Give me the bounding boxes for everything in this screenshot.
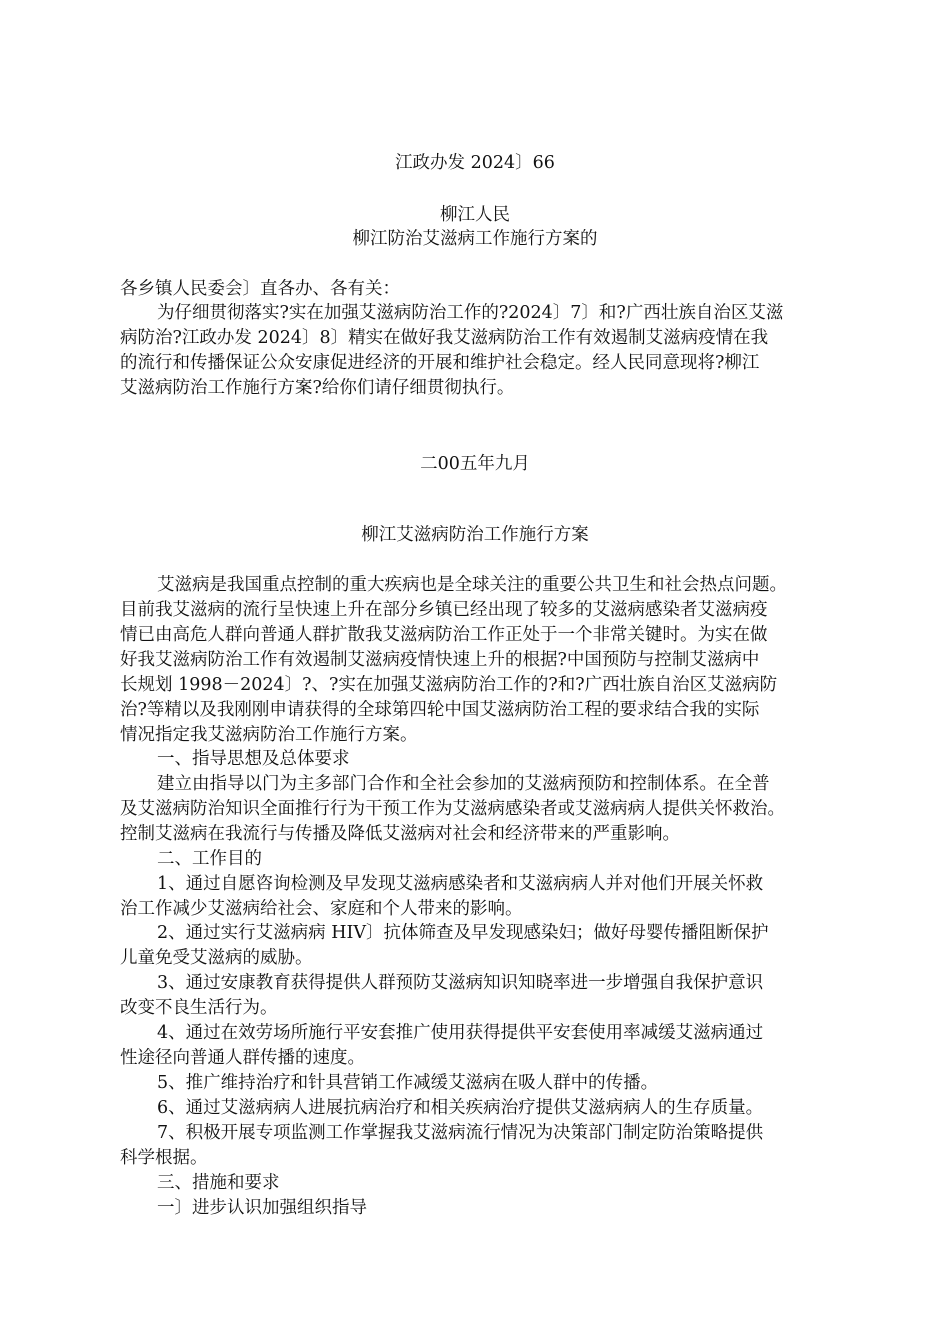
intro-line: 目前我艾滋病的流行呈快速上升在部分乡镇已经出现了较多的艾滋病感染者艾滋病疫 (120, 600, 768, 620)
intro-line: 好我艾滋病防治工作有效遏制艾滋病疫情快速上升的根据?中国预防与控制艾滋病中 (120, 650, 760, 670)
notice-body-line: 为仔细贯彻落实?实在加强艾滋病防治工作的?2024〕7〕和?广西壮族自治区艾滋 (157, 303, 784, 323)
section2-heading: 二、工作目的 (157, 849, 262, 869)
intro-line: 治?等精以及我刚刚申请获得的全球第四轮中国艾滋病防治工程的要求结合我的实际 (120, 700, 760, 720)
doc-number: 江政办发 2024〕66 (395, 153, 555, 173)
section2-line: 2、通过实行艾滋病病 HIV〕抗体筛查及早发现感染妇；做好母婴传播阻断保护 (157, 923, 769, 943)
intro-line: 长规划 1998－2024〕?、?实在加强艾滋病防治工作的?和?广西壮族自治区艾滋病防 (120, 675, 778, 695)
plan-title: 柳江艾滋病防治工作施行方案 (361, 525, 589, 545)
section2-line: 治工作减少艾滋病给社会、家庭和个人带来的影响。 (120, 899, 523, 919)
section2-line: 3、通过安康教育获得提供人群预防艾滋病知识知晓率进一步增强自我保护意识 (157, 973, 764, 993)
intro-line: 艾滋病是我国重点控制的重大疾病也是全球关注的重要公共卫生和社会热点问题。 (157, 575, 787, 595)
section1-line: 及艾滋病防治知识全面推行行为干预工作为艾滋病感染者或艾滋病病人提供关怀救治。 (120, 799, 785, 819)
section2-line: 7、积极开展专项监测工作掌握我艾滋病流行情况为决策部门制定防治策略提供 (157, 1123, 764, 1143)
section2-line: 4、通过在效劳场所施行平安套推广使用获得提供平安套使用率减缓艾滋病通过 (157, 1023, 764, 1043)
section2-line: 5、推广维持治疗和针具营销工作减缓艾滋病在吸人群中的传播。 (157, 1073, 659, 1093)
section1-line: 控制艾滋病在我流行与传播及降低艾滋病对社会和经济带来的严重影响。 (120, 824, 680, 844)
intro-line: 情况指定我艾滋病防治工作施行方案。 (120, 725, 418, 745)
addressee: 各乡镇人民委会〕直各办、各有关： (120, 279, 400, 299)
notice-body-line: 艾滋病防治工作施行方案?给你们请仔细贯彻执行。 (120, 378, 515, 398)
notice-body-line: 病防治?江政办发 2024〕8〕精实在做好我艾滋病防治工作有效遏制艾滋病疫情在我 (120, 328, 769, 348)
section2-line: 1、通过自愿咨询检测及早发现艾滋病感染者和艾滋病病人并对他们开展关怀救 (157, 874, 764, 894)
notice-body-line: 的流行和传播保证公众安康促进经济的开展和维护社会稳定。经人民同意现将?柳江 (120, 353, 760, 373)
section3-heading: 三、措施和要求 (157, 1173, 280, 1193)
intro-line: 情已由高危人群向普通人群扩散我艾滋病防治工作正处于一个非常关键时。为实在做 (120, 625, 768, 645)
section3-subheading: 一〕进步认识加强组织指导 (157, 1198, 367, 1218)
section2-line: 改变不良生活行为。 (120, 998, 278, 1018)
notice-title: 柳江防治艾滋病工作施行方案的 (352, 229, 598, 249)
section2-line: 6、通过艾滋病病人进展抗病治疗和相关疾病治疗提供艾滋病病人的生存质量。 (157, 1098, 764, 1118)
section1-heading: 一、指导思想及总体要求 (157, 749, 350, 769)
issuer: 柳江人民 (440, 205, 510, 225)
section2-line: 儿童免受艾滋病的威胁。 (120, 948, 313, 968)
section2-line: 性途径向普通人群传播的速度。 (120, 1048, 365, 1068)
notice-date: 二00五年九月 (420, 454, 530, 474)
section2-line: 科学根据。 (120, 1148, 208, 1168)
section1-line: 建立由指导以门为主多部门合作和全社会参加的艾滋病预防和控制体系。在全普 (157, 774, 770, 794)
